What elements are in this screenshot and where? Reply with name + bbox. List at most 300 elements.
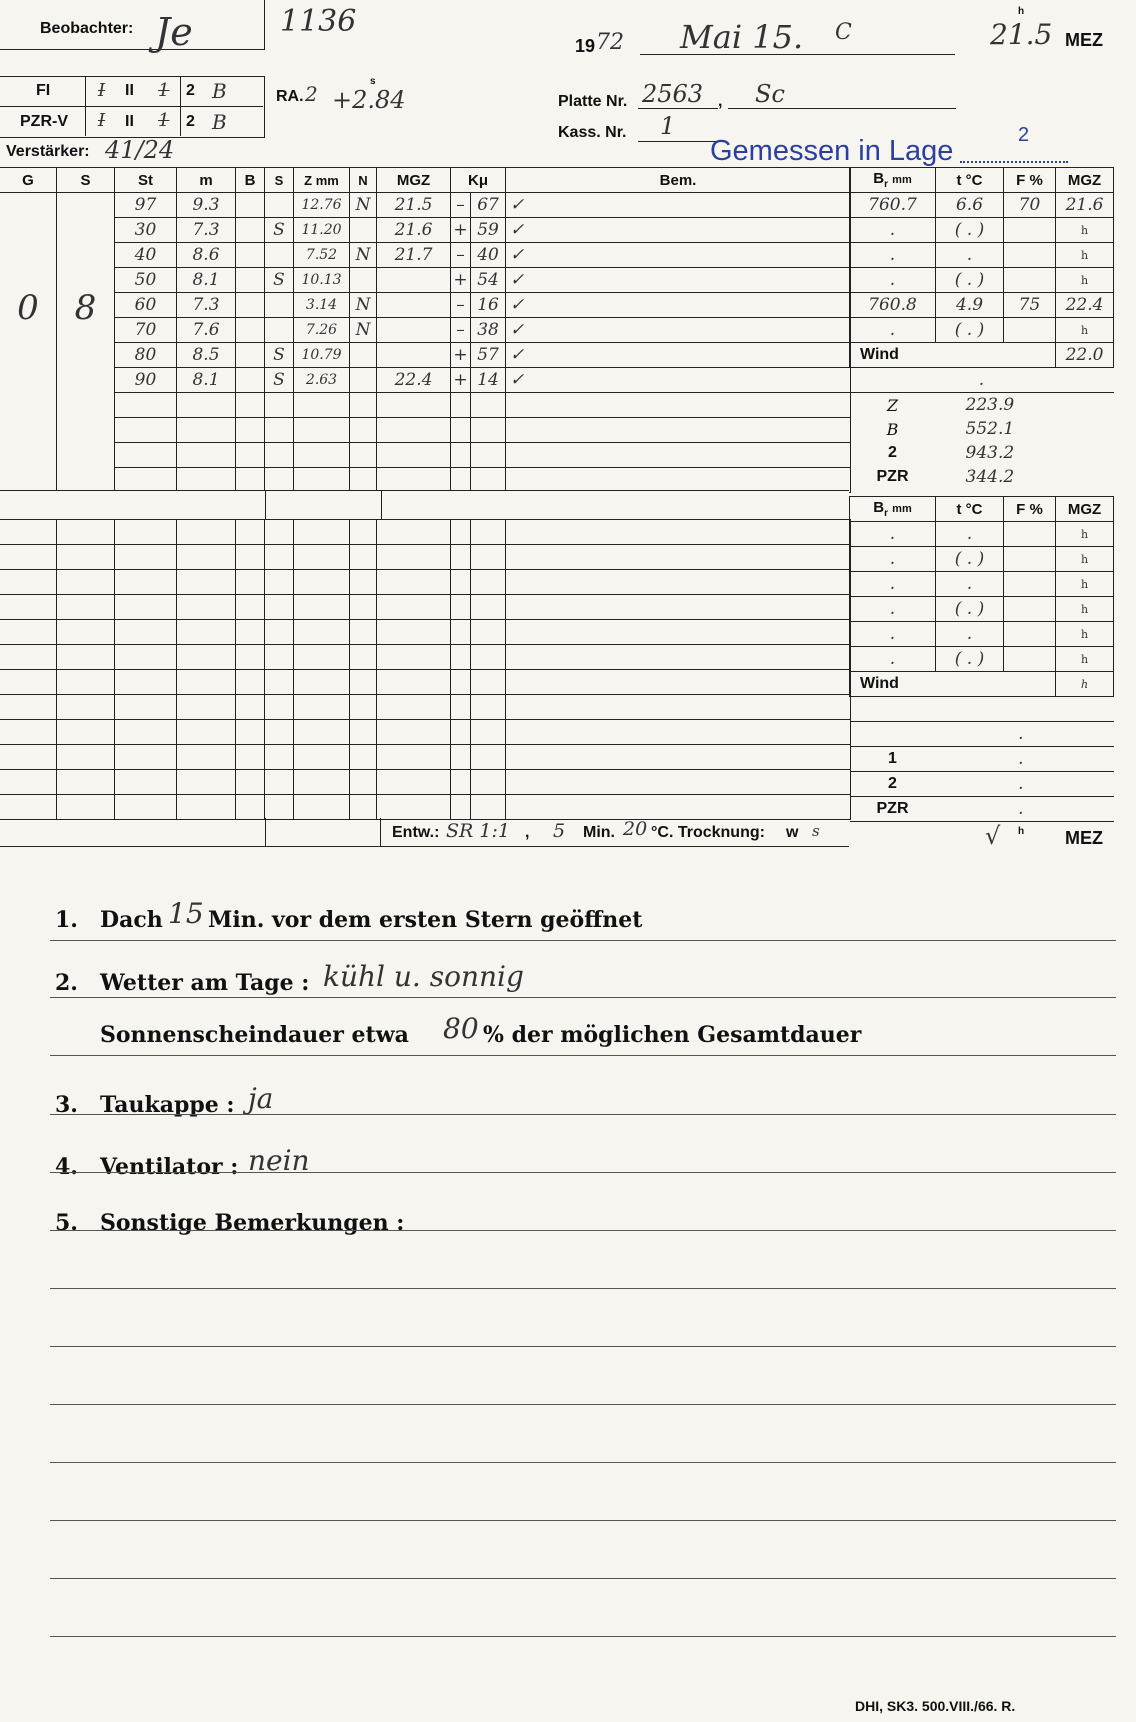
cell-k bbox=[471, 468, 506, 493]
table-row bbox=[0, 293, 851, 318]
cell-bem: ✓ bbox=[506, 218, 851, 243]
cell-m bbox=[177, 443, 236, 468]
empty-cell bbox=[57, 620, 115, 645]
empty-cell bbox=[115, 545, 177, 570]
table-row bbox=[0, 620, 851, 645]
table-row bbox=[0, 720, 851, 745]
weather-table-top bbox=[849, 167, 1114, 489]
empty-cell bbox=[115, 595, 177, 620]
cell-n: N bbox=[350, 243, 377, 268]
entw-temp: 20 bbox=[623, 818, 648, 840]
cell-sign: – bbox=[451, 293, 471, 318]
wind-label-bottom: Wind bbox=[850, 672, 1056, 697]
pzr-label-top: PZR bbox=[876, 468, 909, 485]
cell-mgz bbox=[377, 343, 451, 368]
weather-row bbox=[850, 293, 1114, 318]
question-label: Sonstige Bemerkungen : bbox=[100, 1210, 405, 1236]
cell-mgz bbox=[377, 318, 451, 343]
weather-cell-f bbox=[1004, 243, 1056, 268]
one-label: 1 bbox=[850, 747, 936, 772]
empty-cell bbox=[0, 795, 57, 820]
empty-cell bbox=[177, 645, 236, 670]
cell-z: 10.79 bbox=[294, 343, 350, 368]
weather-table-bottom bbox=[849, 496, 1114, 822]
cell-sign: – bbox=[451, 243, 471, 268]
cell-b bbox=[236, 193, 265, 218]
col-mgz-bottom: MGZ bbox=[1056, 497, 1114, 522]
weather-cell-f bbox=[1004, 622, 1056, 647]
cell-sign: – bbox=[451, 318, 471, 343]
empty-cell bbox=[265, 545, 294, 570]
cell-st: 30 bbox=[115, 218, 177, 243]
empty-cell bbox=[377, 670, 451, 695]
z-label: Z bbox=[886, 395, 899, 415]
cell-sign: – bbox=[451, 193, 471, 218]
cell-m: 8.6 bbox=[177, 243, 236, 268]
empty-cell bbox=[236, 720, 265, 745]
cell-sign: + bbox=[451, 368, 471, 393]
col-f-bottom: F % bbox=[1004, 497, 1056, 522]
cell-m bbox=[177, 468, 236, 493]
fi-label: FI bbox=[36, 82, 51, 99]
ruled-line bbox=[50, 1288, 1116, 1289]
table-row bbox=[0, 393, 851, 418]
cell-mgz bbox=[377, 268, 451, 293]
wind-label-top: Wind bbox=[850, 343, 1056, 368]
empty-cell bbox=[57, 745, 115, 770]
cell-z bbox=[294, 418, 350, 443]
empty-cell bbox=[471, 795, 506, 820]
cell-b bbox=[236, 243, 265, 268]
measurement-stamp: Gemessen in Lage bbox=[710, 135, 954, 167]
weather-cell-t: ( . ) bbox=[936, 597, 1004, 622]
cell-sign bbox=[451, 468, 471, 493]
empty-cell bbox=[506, 570, 851, 595]
cell-n bbox=[350, 343, 377, 368]
two-value: 943.2 bbox=[965, 443, 1015, 463]
empty-cell bbox=[236, 570, 265, 595]
table-row bbox=[0, 520, 851, 545]
question-number: 1. bbox=[55, 907, 78, 933]
b-label: B bbox=[886, 419, 899, 439]
entw-ws: s bbox=[812, 822, 820, 840]
weather-cell-f bbox=[1004, 318, 1056, 343]
empty-cell bbox=[506, 645, 851, 670]
empty-cell bbox=[57, 570, 115, 595]
empty-cell bbox=[294, 695, 350, 720]
empty-cell bbox=[0, 570, 57, 595]
empty-cell bbox=[377, 620, 451, 645]
question-label: Sonnenscheindauer etwa bbox=[100, 1022, 409, 1048]
empty-cell bbox=[115, 520, 177, 545]
empty-cell bbox=[377, 570, 451, 595]
cell-b bbox=[236, 343, 265, 368]
weather-row bbox=[850, 647, 1114, 672]
plate-comma: , bbox=[718, 93, 723, 110]
table-row bbox=[0, 670, 851, 695]
weather-cell-t: ( . ) bbox=[936, 547, 1004, 572]
empty-cell bbox=[506, 620, 851, 645]
ruled-line bbox=[50, 997, 1116, 998]
time-value: 21.5 bbox=[990, 18, 1053, 51]
cell-s2 bbox=[265, 193, 294, 218]
cell-b bbox=[236, 218, 265, 243]
cell-s2 bbox=[265, 293, 294, 318]
empty-cell bbox=[265, 795, 294, 820]
cell-m bbox=[177, 418, 236, 443]
measurement-stamp-value: 2 bbox=[1018, 124, 1030, 146]
empty-cell bbox=[236, 645, 265, 670]
cell-k: 57 bbox=[471, 343, 506, 368]
empty-cell bbox=[451, 795, 471, 820]
cell-bem: ✓ bbox=[506, 243, 851, 268]
empty-cell bbox=[451, 670, 471, 695]
col-g: G bbox=[0, 168, 57, 193]
col-st: St bbox=[115, 168, 177, 193]
empty-cell bbox=[377, 770, 451, 795]
table-row bbox=[0, 218, 851, 243]
ruled-line bbox=[50, 1404, 1116, 1405]
cell-n: N bbox=[350, 318, 377, 343]
mid-band bbox=[0, 490, 849, 520]
ruled-line bbox=[50, 1636, 1116, 1637]
empty-cell bbox=[0, 695, 57, 720]
weather-row bbox=[850, 318, 1114, 343]
weather-cell-f bbox=[1004, 268, 1056, 293]
empty-cell bbox=[294, 620, 350, 645]
cell-bem bbox=[506, 468, 851, 493]
weather-cell-mgz: h bbox=[1056, 622, 1114, 647]
cell-bem: ✓ bbox=[506, 368, 851, 393]
cell-s2: S bbox=[265, 268, 294, 293]
empty-cell bbox=[57, 670, 115, 695]
empty-cell bbox=[57, 795, 115, 820]
cell-st bbox=[115, 468, 177, 493]
empty-cell bbox=[265, 720, 294, 745]
entw-min: Min. bbox=[583, 824, 615, 841]
empty-cell bbox=[177, 595, 236, 620]
cell-n bbox=[350, 468, 377, 493]
entw-label: Entw.: bbox=[392, 824, 440, 841]
empty-cell bbox=[451, 620, 471, 645]
empty-cell bbox=[115, 570, 177, 595]
fi-roman-1: I bbox=[98, 80, 106, 101]
table-row bbox=[0, 545, 851, 570]
cell-m: 8.1 bbox=[177, 368, 236, 393]
cassette-label: Kass. Nr. bbox=[558, 124, 627, 141]
wind-mgz-top: 22.0 bbox=[1056, 343, 1114, 368]
cell-k: 40 bbox=[471, 243, 506, 268]
weather-cell-f: 75 bbox=[1004, 293, 1056, 318]
empty-cell bbox=[294, 770, 350, 795]
ruled-line bbox=[50, 1520, 1116, 1521]
ruled-line bbox=[50, 940, 1116, 941]
empty-cell bbox=[177, 570, 236, 595]
cell-k: 14 bbox=[471, 368, 506, 393]
year-prefix: 19 bbox=[575, 36, 596, 56]
empty-cell bbox=[177, 620, 236, 645]
weather-cell-t: ( . ) bbox=[936, 218, 1004, 243]
cell-bem: ✓ bbox=[506, 318, 851, 343]
empty-cell bbox=[451, 695, 471, 720]
weather-cell-br: . bbox=[850, 547, 936, 572]
cell-st bbox=[115, 443, 177, 468]
question-label: Dach bbox=[100, 907, 163, 933]
cell-b bbox=[236, 268, 265, 293]
b-value: 552.1 bbox=[965, 419, 1015, 439]
empty-cell bbox=[506, 670, 851, 695]
cell-st: 80 bbox=[115, 343, 177, 368]
table-row bbox=[0, 570, 851, 595]
weather-cell-br: . bbox=[850, 318, 936, 343]
empty-cell bbox=[0, 520, 57, 545]
cell-n bbox=[350, 418, 377, 443]
empty-cell bbox=[236, 545, 265, 570]
empty-cell bbox=[471, 695, 506, 720]
g-value: 0 bbox=[0, 193, 57, 493]
empty-cell bbox=[294, 720, 350, 745]
empty-cell bbox=[377, 645, 451, 670]
weather-cell-br: . bbox=[850, 622, 936, 647]
cell-mgz bbox=[377, 468, 451, 493]
empty-cell bbox=[471, 770, 506, 795]
cell-z bbox=[294, 393, 350, 418]
empty-cell bbox=[506, 720, 851, 745]
empty-cell bbox=[236, 795, 265, 820]
question-suffix: % der möglichen Gesamtdauer bbox=[483, 1022, 862, 1048]
empty-cell bbox=[115, 795, 177, 820]
fi-letter-b: B bbox=[212, 79, 227, 103]
time-zone: MEZ bbox=[1065, 30, 1103, 50]
wind-mgz-bottom: h bbox=[1056, 672, 1114, 697]
empty-cell bbox=[177, 545, 236, 570]
question-answer: kühl u. sonnig bbox=[323, 960, 524, 993]
cell-sign: + bbox=[451, 343, 471, 368]
col-br-bottom: $B_r$ mm bbox=[850, 497, 936, 522]
weather-row bbox=[850, 622, 1114, 647]
cell-z: 10.13 bbox=[294, 268, 350, 293]
empty-cell bbox=[471, 670, 506, 695]
weather-cell-mgz: 21.6 bbox=[1056, 193, 1114, 218]
empty-cell bbox=[236, 595, 265, 620]
observer-label: Beobachter: bbox=[40, 20, 134, 37]
empty-cell bbox=[350, 645, 377, 670]
question-suffix: Min. vor dem ersten Stern geöffnet bbox=[208, 907, 643, 933]
col-b: B bbox=[236, 168, 265, 193]
empty-cell bbox=[115, 720, 177, 745]
cell-sign: + bbox=[451, 218, 471, 243]
empty-cell bbox=[236, 770, 265, 795]
col-s2: S bbox=[265, 168, 294, 193]
main-table bbox=[0, 167, 851, 493]
time-sup: h bbox=[1018, 6, 1025, 17]
empty-cell bbox=[471, 570, 506, 595]
question-number: 2. bbox=[55, 970, 78, 996]
empty-cell bbox=[294, 745, 350, 770]
empty-cell bbox=[115, 645, 177, 670]
weather-row bbox=[850, 547, 1114, 572]
pzr-roman-2: II bbox=[125, 113, 134, 130]
observer-value: Je bbox=[155, 10, 193, 54]
empty-cell bbox=[471, 645, 506, 670]
empty-cell bbox=[57, 770, 115, 795]
weather-cell-br: . bbox=[850, 597, 936, 622]
table-row bbox=[0, 368, 851, 393]
record-number: 1136 bbox=[280, 4, 357, 39]
question-answer: ja bbox=[248, 1082, 274, 1115]
empty-cell bbox=[377, 745, 451, 770]
empty-cell bbox=[350, 795, 377, 820]
pzr-label: PZR-V bbox=[20, 113, 68, 130]
cassette-line bbox=[638, 141, 718, 142]
weather-cell-mgz: h bbox=[1056, 218, 1114, 243]
plate-suffix: Sc bbox=[755, 80, 785, 108]
two-label: 2 bbox=[888, 444, 897, 461]
cell-k: 67 bbox=[471, 193, 506, 218]
empty-cell bbox=[350, 720, 377, 745]
col-t: t °C bbox=[936, 168, 1004, 193]
col-f: F % bbox=[1004, 168, 1056, 193]
weather-cell-mgz: h bbox=[1056, 647, 1114, 672]
empty-cell bbox=[236, 695, 265, 720]
plate-value: 2563 bbox=[642, 80, 704, 108]
table-row bbox=[0, 645, 851, 670]
empty-cell bbox=[115, 695, 177, 720]
dot-row-1: . bbox=[850, 722, 1114, 747]
empty-cell bbox=[471, 620, 506, 645]
empty-cell bbox=[0, 770, 57, 795]
empty-cell bbox=[451, 645, 471, 670]
stamp-underline bbox=[960, 161, 1068, 163]
cell-mgz bbox=[377, 443, 451, 468]
cell-s2 bbox=[265, 418, 294, 443]
s-value: 8 bbox=[57, 193, 115, 493]
cell-k: 59 bbox=[471, 218, 506, 243]
empty-cell bbox=[451, 720, 471, 745]
empty-cell bbox=[115, 670, 177, 695]
dot-row-2: . bbox=[936, 747, 1114, 772]
weather-cell-t: 4.9 bbox=[936, 293, 1004, 318]
cell-bem: ✓ bbox=[506, 268, 851, 293]
weather-cell-f bbox=[1004, 547, 1056, 572]
pzr-letter-b: B bbox=[212, 110, 227, 134]
weather-row bbox=[850, 597, 1114, 622]
empty-cell bbox=[57, 720, 115, 745]
pzr-roman-1: I bbox=[98, 110, 106, 131]
weather-cell-t: . bbox=[936, 522, 1004, 547]
empty-cell bbox=[377, 795, 451, 820]
empty-cell bbox=[506, 770, 851, 795]
empty-cell bbox=[265, 595, 294, 620]
cell-st bbox=[115, 418, 177, 443]
col-s: S bbox=[57, 168, 115, 193]
cell-mgz bbox=[377, 418, 451, 443]
empty-cell bbox=[506, 545, 851, 570]
entw-comma: , bbox=[525, 824, 530, 841]
ra-seconds: +2.84 bbox=[332, 86, 406, 114]
weather-cell-t: . bbox=[936, 243, 1004, 268]
empty-cell bbox=[451, 745, 471, 770]
cell-b bbox=[236, 318, 265, 343]
cell-k: 54 bbox=[471, 268, 506, 293]
empty-cell bbox=[350, 620, 377, 645]
empty-cell bbox=[0, 720, 57, 745]
question-number: 4. bbox=[55, 1154, 78, 1180]
empty-cell bbox=[265, 670, 294, 695]
cell-b bbox=[236, 443, 265, 468]
ruled-line bbox=[50, 1230, 1116, 1231]
ruled-line bbox=[50, 1172, 1116, 1173]
col-mgz-top: MGZ bbox=[1056, 168, 1114, 193]
cell-m: 8.5 bbox=[177, 343, 236, 368]
col-mgz: MGZ bbox=[377, 168, 451, 193]
col-t-bottom: t °C bbox=[936, 497, 1004, 522]
fi-num-1: 1 bbox=[158, 80, 170, 101]
empty-cell bbox=[451, 520, 471, 545]
weather-cell-t: ( . ) bbox=[936, 318, 1004, 343]
cell-z: 11.20 bbox=[294, 218, 350, 243]
cell-k: 16 bbox=[471, 293, 506, 318]
cell-sign bbox=[451, 443, 471, 468]
empty-cell bbox=[471, 545, 506, 570]
cell-mgz: 21.5 bbox=[377, 193, 451, 218]
empty-cell bbox=[294, 570, 350, 595]
empty-cell bbox=[294, 670, 350, 695]
question-label: Wetter am Tage : bbox=[100, 970, 310, 996]
fi-roman-2: II bbox=[125, 82, 134, 99]
cell-z bbox=[294, 468, 350, 493]
empty-cell bbox=[0, 545, 57, 570]
weather-row bbox=[850, 268, 1114, 293]
weather-row bbox=[850, 218, 1114, 243]
cell-z bbox=[294, 443, 350, 468]
empty-cell bbox=[350, 695, 377, 720]
empty-cell bbox=[265, 645, 294, 670]
question-answer: 15 bbox=[168, 897, 204, 930]
empty-cell bbox=[377, 595, 451, 620]
empty-cell bbox=[506, 745, 851, 770]
cell-s2 bbox=[265, 243, 294, 268]
mid-band-box bbox=[265, 490, 382, 520]
cell-mgz: 22.4 bbox=[377, 368, 451, 393]
main-table-lower bbox=[0, 519, 851, 820]
empty-cell bbox=[57, 645, 115, 670]
table-row bbox=[0, 595, 851, 620]
empty-cell bbox=[377, 695, 451, 720]
weather-cell-mgz: 22.4 bbox=[1056, 293, 1114, 318]
empty-cell bbox=[377, 520, 451, 545]
cell-st: 60 bbox=[115, 293, 177, 318]
dot-row-3: . bbox=[936, 772, 1114, 797]
empty-cell bbox=[0, 670, 57, 695]
wind-dot-row: . bbox=[850, 368, 1114, 393]
pzr-value-top: 344.2 bbox=[965, 467, 1015, 487]
cell-b bbox=[236, 418, 265, 443]
cell-st bbox=[115, 393, 177, 418]
weather-cell-t: . bbox=[936, 572, 1004, 597]
cell-n bbox=[350, 268, 377, 293]
dot-row-4: . bbox=[936, 797, 1114, 822]
weather-cell-br: 760.7 bbox=[850, 193, 936, 218]
cell-s2 bbox=[265, 318, 294, 343]
weather-cell-t: 6.6 bbox=[936, 193, 1004, 218]
empty-cell bbox=[57, 545, 115, 570]
cell-bem: ✓ bbox=[506, 193, 851, 218]
empty-cell bbox=[471, 520, 506, 545]
weather-cell-f bbox=[1004, 647, 1056, 672]
cell-n bbox=[350, 218, 377, 243]
empty-cell bbox=[471, 595, 506, 620]
